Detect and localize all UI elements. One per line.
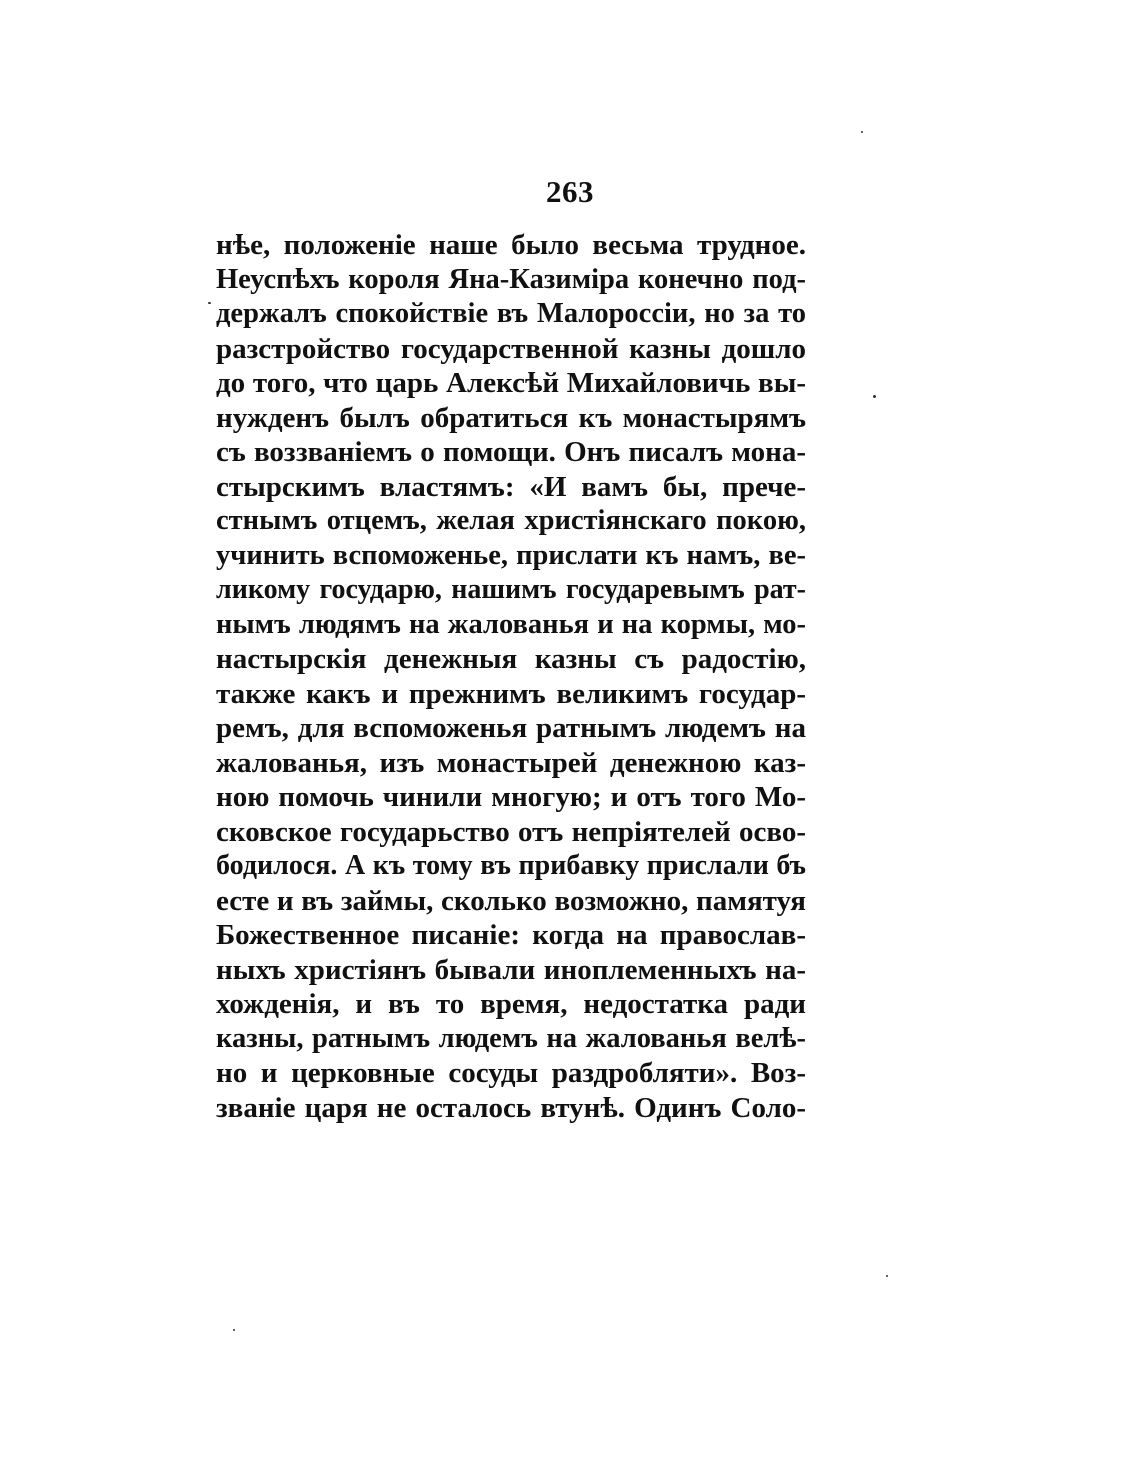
text-line: жалованья, изъ монастырей денежною каз- — [216, 746, 806, 779]
text-line: съ воззваніемъ о помощи. Онъ писалъ мона- — [216, 436, 806, 468]
page-number: 263 — [546, 174, 594, 209]
text-line: казны, ратнымъ людемъ на жалованья велѣ- — [216, 1022, 806, 1054]
text-line: Божественное писаніе: когда на православ- — [216, 919, 806, 951]
text-line: но и церковные сосуды раздробляти». Воз- — [216, 1057, 806, 1089]
scan-speck — [233, 1329, 235, 1331]
text-line: нѣе, положеніе наше было весьма трудное. — [216, 229, 806, 261]
scan-speck — [208, 302, 211, 304]
text-line: стнымъ отцемъ, желая христіянскаго покою, — [216, 505, 806, 536]
text-line: нымъ людямъ на жалованья и на кормы, мо- — [216, 608, 806, 640]
text-line: ною помочь чинили многую; и отъ того Мо- — [216, 781, 806, 813]
scan-speck — [886, 1275, 888, 1277]
text-line: ныхъ христіянъ бывали иноплеменныхъ на- — [216, 953, 806, 986]
text-line: стырскимъ властямъ: «И вамъ бы, пречe- — [216, 470, 806, 503]
text-line: нужденъ былъ обратиться къ монастырямъ — [216, 401, 806, 434]
text-line: ремъ, для вспоможенья ратнымъ людемъ на — [216, 712, 806, 744]
text-line: есте и въ займы, сколько возможно, памятуя — [216, 884, 806, 917]
text-line: учинить вспоможенье, прислати къ намъ, ве- — [216, 539, 806, 571]
text-line: также какъ и прежнимъ великимъ государ- — [216, 677, 806, 710]
text-line: настырскія денежныя казны съ радостію, — [216, 643, 806, 675]
text-line: сковское государьство отъ непріятелей осво- — [216, 815, 806, 848]
text-line: до того, что царь Алексѣй Михайловичь вы- — [216, 367, 806, 399]
scan-speck — [873, 395, 876, 398]
scan-speck — [861, 131, 863, 133]
text-line: званіе царя не осталось втунѣ. Одинъ Соло- — [216, 1091, 806, 1124]
text-line: держалъ спокойствіе въ Малороссіи, но за то — [216, 298, 806, 329]
text-line: разстройство государственной казны дошло — [216, 332, 806, 365]
text-line: хожденія, и въ то время, недостатка ради — [216, 988, 806, 1020]
text-line: бодилося. А къ тому въ прибавку прислали бъ — [216, 850, 806, 881]
text-line: Неуспѣхъ короля Яна-Казиміра конечно под- — [216, 263, 806, 295]
text-line: ликому государю, нашимъ государевымъ рат- — [216, 574, 806, 605]
body-text — [216, 228, 806, 1125]
